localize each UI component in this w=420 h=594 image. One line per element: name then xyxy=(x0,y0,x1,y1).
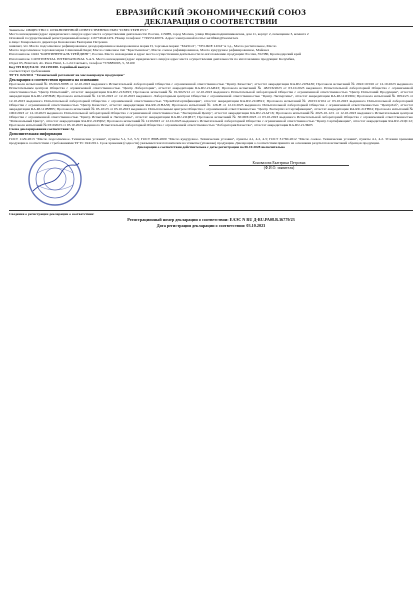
applicant-line: Основной государственный регистрационный номер: 1167746441474. Номер телефона: +74955140074. Адрес электронной почты: sertifikat@iwestern.ru xyxy=(9,35,239,40)
registration-label: Сведения о регистрации декларации о соответствии: xyxy=(9,211,95,216)
declares-line: Изготовитель: ООО "КОНТИНЕНТАЛЬ ТРЕЙДИНГ", Россия. Место нахождения и адрес места осуществления деятельности по изготовлению продукции: Россия, 352380, Краснодарский край xyxy=(9,52,302,57)
declares-line: Код ТН ВЭД ЕАЭС 1512191000. Серийный выпуск xyxy=(9,64,90,69)
signature-area xyxy=(9,151,413,209)
applicant-section xyxy=(9,28,413,44)
declares-line: Изготовитель: CONTINENTAL INTERNATIONAL S.A.S. Место нахождения (адрес юридического лица) и адрес места осуществления деятельности по изготовлению продукции: Колумбия, xyxy=(9,56,295,61)
signer-name: Коновалова Екатерина Петровна xyxy=(252,160,306,165)
applicant-line: Заявитель: ОБЩЕСТВО С ОГРАНИЧЕННОЙ ОТВЕТСТВЕННОСТЬЮ "И ВЕСТЕРН РУС" xyxy=(9,27,149,32)
union-title: ЕВРАЗИЙСКИЙ ЭКОНОМИЧЕСКИЙ СОЮЗ xyxy=(115,7,307,17)
signer-block xyxy=(179,161,379,171)
scheme-line: Схема декларирования соответствия: 3д xyxy=(9,126,75,131)
declares-section xyxy=(9,44,413,76)
basis-title: Декларация о соответствии принята на основании xyxy=(9,77,99,82)
document-title: ДЕКЛАРАЦИЯ О СООТВЕТСТВИИ xyxy=(144,17,278,26)
declares-line: Отдел 65, Bolevard, Av. Peres Hatul, L-1-24 Сантьяго, телефон +576885003, 5, 33100 xyxy=(9,60,135,65)
registration-date: Дата регистрации декларации о соответствии: 03.10.2023 xyxy=(156,222,266,228)
declares-line: заявляет, что Масло подсолнечное рафинированное дезодорированное вымороженное марки П, торговые марки: "MASLO", "VELIKIE LUKI" и т.д., Масло растительное, Масло xyxy=(9,44,277,49)
declares-line: соответствует требованиям xyxy=(9,68,51,73)
declares-line: Масло подсолнечное торговая марка Сливочный Кеди; Масло сливочное тип "Крестьянское", Масло соевое рафинированное, Масло кукурузное рафинированное, Майонез xyxy=(9,48,270,53)
company-seal-stamp xyxy=(27,151,83,207)
signer-caption: (Ф.И.О. заявителя) xyxy=(263,166,295,171)
regulation-line: ТР ТС 024/2011 "Технический регламент на масложировую продукцию" xyxy=(9,72,126,77)
additional-text: ГОСТ 1129-2013 "Масло подсолнечное. Технические условия", пункты 5.1, 5.2, 5.3; ГОСТ 8808-2000 "Масло кукурузное. Технические условия", пункты 4.1, 4.2, 4.3; ГОСТ 31760-2012 "Масло соевое. Технические условия", пункты 4.1, 4.2. Условия хранения продукции в соответствии с требованиями ТР ТС 024/2011. Срок хранения (годности) указывается изготовителем на этикетке (упаковке) продукции. Декларация о соответствии принята на основании результатов испытаний образцов продукции. xyxy=(9,136,413,145)
applicant-line: в лице: Генерального директора Коновалова Екатерина Петровна xyxy=(9,39,108,44)
applicant-line: Место нахождения (адрес юридического лица) и адрес места осуществления деятельности: Россия, 115088, город Москва, улица Шарикоподшипниковская, дом 11, корпус 2, помещение 3, комната 2 xyxy=(9,31,309,36)
basis-text: Протокола испытаний № 03/2021/0088 от 12.10.2023 выданного Испытательной лабораторией Общества с ограниченной ответственностью "Центр Качества", аттестат аккредитации RA.RU.21НА36; Протокола испытаний № 2022/10/016 от 12.10.2023 выданного Испытательным центром Общества с ограниченной ответственностью "Центр Лаборатории", аттестат аккредитации RA.RU.21АИ43; Протокола испытаний № 4823/6/2023 от 03.10.2023 выданного Испытательной лабораторией Общества с ограниченной ответственностью "Центр Испытаний", аттестат аккредитации RA.RU.21ХЛ93; Протокола испытаний № 01/2023/12 от 12.10.2023 выданного Испытательной лабораторией Общества с ограниченной ответственностью "Центр Испытаний Продукции", аттестат аккредитации RA.RU.21ЕН48; Протокола испытаний № 12/10-2023 от 12.10.2023 выданного Лабораторным центром Общества с ограниченной ответственностью "Центр Экспертизы", аттестат аккредитации RA.RU.21ПЛ04; Протокола испытаний № 0054/23 от 12.10.2023 выданного Испытательной лабораторией Общества с ограниченной ответственностью "ПромТехСертификация", аттестат аккредитации RA.RU.21ОН21; Протокола испытаний № 2023/10/104 от 03.10.2023 выданного Испытательной лабораторией Общества с ограниченной ответственностью "Центр Качества", аттестат аккредитации RA.RU.21НА36; Протокола испытаний № 126-Н от 12.10.2023 выданного Испытательной лабораторией Общества с ограниченной ответственностью "ЦентрЛаб", аттестат аккредитации RA.RU.21ВН83; Протокола испытаний № 03-10/23 от 03.10.2023 выданного Испытательным центром Общества с ограниченной ответственностью "Центр Экспертиз и Сертификации", аттестат аккредитации RA.RU.21ГН04; Протокола испытаний № 1002/2023 от 12.10.2023 выданного Испытательной лабораторией Общества с ограниченной ответственностью "Экспертный Центр", аттестат аккредитации RA.RU.21АГ16; Протокола испытаний № 2023-10-12/1 от 12.10.2023 выданного Испытательным центром Общества с ограниченной ответственностью "Центр Испытаний и Экспертизы", аттестат аккредитации RA.RU.21ЦИ17; Протокола испытаний № 301003/2023 от 03.10.2023 выданного Испытательной лабораторией Общества с ограниченной ответственностью "Региональный Центр", аттестат аккредитации RA.RU.21РЦ02; Протокола испытаний № 12102023 от 12.10.2023 выданного Испытательной лабораторией Общества с ограниченной ответственностью "Центр Сертификации", аттестат аккредитации RA.RU.21ЦС12; Протокола испытаний № 03102023 от 03.10.2023 выданного Испытательной лабораторией Общества с ограниченной ответственностью "Лаборатория Качества", аттестат аккредитации RA.RU.21ЛК05 xyxy=(9,82,413,127)
registration-section xyxy=(9,210,413,228)
additional-title: Дополнительная информация xyxy=(9,131,62,136)
registration-number: Регистрационный номер декларации о соответствии: ЕАЭС N RU Д-RU.РА08.В.36779/23 xyxy=(127,216,295,222)
validity-line: Декларация о соответствии действительна с даты регистрации по 06.10.2028 включительно xyxy=(137,144,285,149)
